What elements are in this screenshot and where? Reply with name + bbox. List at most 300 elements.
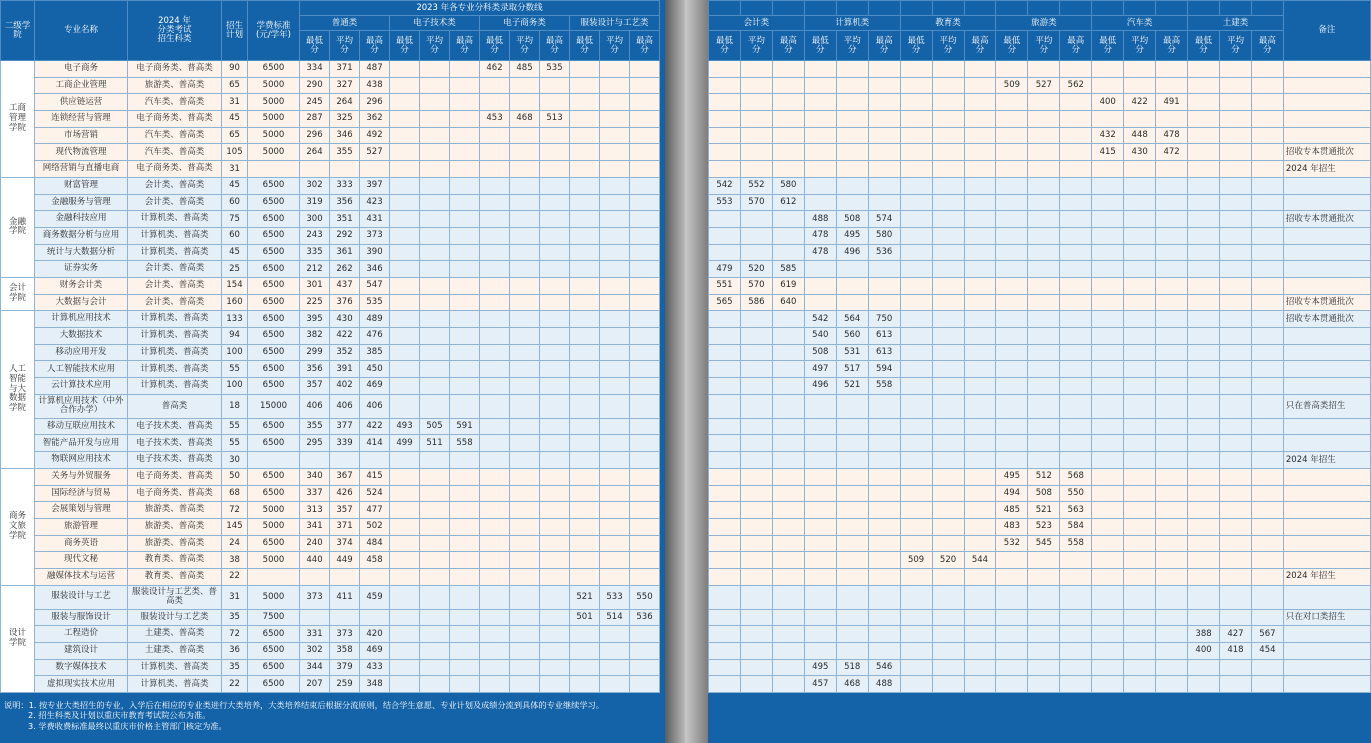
- score-qc: [1156, 111, 1188, 128]
- score-dz: [390, 643, 420, 660]
- score-ly: [996, 643, 1028, 660]
- score-qc: [1156, 378, 1188, 395]
- score-ds: [540, 485, 570, 502]
- score-kj: [709, 94, 741, 111]
- table-row: [709, 294, 1371, 311]
- score-jy: [900, 144, 932, 161]
- score-ds: [480, 552, 510, 569]
- table-row: [1, 676, 660, 693]
- subheader-line: 平均: [605, 35, 623, 46]
- score-qc: [1124, 161, 1156, 178]
- score-pu: [330, 609, 360, 626]
- score-dz: [420, 378, 450, 395]
- college-cell: [1, 61, 35, 178]
- score-dz: [450, 452, 480, 469]
- score-kj: [772, 244, 804, 261]
- category: 会计类、普高类: [128, 261, 222, 278]
- score-pu: 361: [330, 244, 360, 261]
- category: 计算机类、普高类: [128, 659, 222, 676]
- score-qc: [1092, 394, 1124, 418]
- score-pu: 264: [330, 94, 360, 111]
- score-dz: [450, 468, 480, 485]
- score-dz: [420, 328, 450, 345]
- score-qc: [1092, 194, 1124, 211]
- tuition-fee: 6500: [248, 277, 300, 294]
- remark: 2024 年招生: [1283, 568, 1370, 585]
- score-pu: 373: [330, 626, 360, 643]
- score-ds: [510, 585, 540, 609]
- major-name: 大数据技术: [35, 328, 128, 345]
- score-jy: [932, 277, 964, 294]
- header-major: 专业名称: [35, 1, 128, 61]
- score-fz: [600, 311, 630, 328]
- plan-count: 35: [222, 609, 248, 626]
- major-name: 供应链运营: [35, 94, 128, 111]
- score-ly: [1028, 626, 1060, 643]
- score-fz: [630, 626, 660, 643]
- score-ly: [1028, 211, 1060, 228]
- score-kj: [740, 311, 772, 328]
- score-jy: [964, 676, 996, 693]
- score-jy: [932, 418, 964, 435]
- remark: [1283, 77, 1370, 94]
- footnote-1: 说明：1. 按专业大类招生的专业，入学后在相应的专业类进行大类培养，大类培养结束后根据分流原则，结合学生意愿、专业计划及成绩分流到具体的专业继续学习。: [4, 700, 604, 710]
- score-ds: [510, 328, 540, 345]
- score-qc: 472: [1156, 144, 1188, 161]
- score-tj: [1220, 328, 1252, 345]
- score-ds: [480, 328, 510, 345]
- score-kj: [740, 552, 772, 569]
- score-jy: [964, 535, 996, 552]
- score-ly: [996, 111, 1028, 128]
- score-fz: [600, 244, 630, 261]
- score-jsj: [804, 294, 836, 311]
- score-ly: [1060, 643, 1092, 660]
- score-tj: [1188, 311, 1220, 328]
- score-fz: [600, 127, 630, 144]
- major-name: 旅游管理: [35, 518, 128, 535]
- score-kj: [740, 361, 772, 378]
- score-ds: [540, 144, 570, 161]
- score-pu: 397: [360, 177, 390, 194]
- score-dz: [420, 518, 450, 535]
- major-name: 国际经济与贸易: [35, 485, 128, 502]
- tuition-fee: 5000: [248, 518, 300, 535]
- score-fz: [630, 311, 660, 328]
- score-tj: [1220, 194, 1252, 211]
- score-tj: [1251, 127, 1283, 144]
- major-name: 市场营销: [35, 127, 128, 144]
- score-dz: [450, 643, 480, 660]
- table-row: [709, 552, 1371, 569]
- score-tj: [1220, 535, 1252, 552]
- score-jsj: 468: [836, 676, 868, 693]
- score-qc: [1124, 361, 1156, 378]
- subheader-line: 分: [400, 44, 409, 55]
- category: 计算机类、普高类: [128, 311, 222, 328]
- score-jsj: [804, 502, 836, 519]
- score-pu: 299: [300, 344, 330, 361]
- score-jy: [932, 502, 964, 519]
- score-jsj: [836, 394, 868, 418]
- score-tj: [1251, 452, 1283, 469]
- score-kj: [709, 77, 741, 94]
- score-qc: 430: [1124, 144, 1156, 161]
- score-ly: [996, 194, 1028, 211]
- score-qc: [1156, 485, 1188, 502]
- score-pu: 302: [300, 177, 330, 194]
- score-jsj: [868, 468, 900, 485]
- score-ly: [1060, 244, 1092, 261]
- score-kj: [740, 61, 772, 78]
- major-name: 财务会计类: [35, 277, 128, 294]
- score-kj: [740, 244, 772, 261]
- score-jy: [900, 77, 932, 94]
- score-dz: [390, 294, 420, 311]
- score-pu: 371: [330, 518, 360, 535]
- tuition-fee: 5000: [248, 585, 300, 609]
- header-spacer: [1060, 1, 1092, 16]
- score-dz: [420, 144, 450, 161]
- score-ly: 550: [1060, 485, 1092, 502]
- score-tj: [1220, 585, 1252, 609]
- score-kj: [740, 418, 772, 435]
- score-dz: [420, 294, 450, 311]
- score-fz: [630, 452, 660, 469]
- remark: [1283, 518, 1370, 535]
- score-fz: [630, 568, 660, 585]
- score-kj: 552: [740, 177, 772, 194]
- score-jsj: [868, 502, 900, 519]
- score-jy: [932, 361, 964, 378]
- remark: [1283, 585, 1370, 609]
- remark: [1283, 659, 1370, 676]
- category: 电子技术类、普高类: [128, 452, 222, 469]
- subheader-line: 分: [490, 44, 499, 55]
- score-ds: [540, 552, 570, 569]
- score-ds: [480, 144, 510, 161]
- score-ly: [1028, 418, 1060, 435]
- score-fz: [570, 518, 600, 535]
- plan-count: 100: [222, 378, 248, 395]
- score-tj: [1188, 227, 1220, 244]
- tuition-fee: 6500: [248, 468, 300, 485]
- score-fz: [570, 127, 600, 144]
- table-row: [1, 194, 660, 211]
- plan-count: 35: [222, 659, 248, 676]
- score-qc: [1124, 585, 1156, 609]
- score-jy: [932, 177, 964, 194]
- score-jy: [964, 435, 996, 452]
- score-ds: [480, 609, 510, 626]
- score-kj: [772, 435, 804, 452]
- score-kj: [772, 468, 804, 485]
- table-row: [1, 61, 660, 78]
- score-jy: [964, 626, 996, 643]
- score-pu: [360, 452, 390, 469]
- score-jsj: [868, 161, 900, 178]
- score-ly: [1028, 111, 1060, 128]
- score-fz: [630, 177, 660, 194]
- table-row: [1, 127, 660, 144]
- score-kj: [772, 127, 804, 144]
- table-row: [1, 211, 660, 228]
- score-tj: [1220, 394, 1252, 418]
- score-jsj: [804, 177, 836, 194]
- score-ly: [996, 61, 1028, 78]
- score-fz: [630, 294, 660, 311]
- subheader-line: 最高: [1258, 35, 1276, 46]
- score-jy: [900, 344, 932, 361]
- group-header: 旅游类: [996, 16, 1092, 31]
- score-fz: [630, 127, 660, 144]
- subheader-line: 平均: [939, 35, 957, 46]
- score-kj: [709, 227, 741, 244]
- score-ly: [1028, 94, 1060, 111]
- table-row: [709, 311, 1371, 328]
- score-jy: [964, 418, 996, 435]
- score-ly: [1060, 127, 1092, 144]
- score-pu: 333: [330, 177, 360, 194]
- score-ly: [996, 659, 1028, 676]
- score-ds: [480, 311, 510, 328]
- score-jsj: [836, 452, 868, 469]
- header-college: 二级学院: [1, 1, 35, 61]
- score-ly: [1028, 277, 1060, 294]
- subheader: [330, 31, 360, 61]
- major-name: 关务与外贸服务: [35, 468, 128, 485]
- score-kj: [772, 394, 804, 418]
- score-pu: 379: [330, 659, 360, 676]
- score-kj: [772, 643, 804, 660]
- category: 汽车类、普高类: [128, 144, 222, 161]
- score-kj: [772, 361, 804, 378]
- score-fz: [600, 344, 630, 361]
- score-ds: [480, 378, 510, 395]
- footnote-3: 3. 学费收费标准最终以重庆市价格主管部门核定为准。: [28, 720, 227, 731]
- subheader-line: 分: [847, 44, 857, 55]
- score-jsj: 574: [868, 211, 900, 228]
- score-ds: 462: [480, 61, 510, 78]
- score-qc: [1092, 277, 1124, 294]
- subheader-line: 分: [975, 44, 985, 55]
- score-qc: [1124, 485, 1156, 502]
- score-fz: [600, 626, 630, 643]
- score-ly: [996, 244, 1028, 261]
- score-tj: [1188, 344, 1220, 361]
- score-ds: [510, 626, 540, 643]
- score-fz: [600, 518, 630, 535]
- score-jy: [932, 435, 964, 452]
- score-jsj: [868, 518, 900, 535]
- score-dz: [420, 244, 450, 261]
- college-name: 设计学院: [8, 628, 26, 648]
- score-dz: [390, 244, 420, 261]
- score-dz: [390, 111, 420, 128]
- score-jy: [964, 378, 996, 395]
- subheader: [772, 31, 804, 61]
- subheader: [420, 31, 450, 61]
- score-pu: 225: [300, 294, 330, 311]
- group-header: 服装设计与工艺类: [570, 16, 660, 31]
- score-ly: [1060, 418, 1092, 435]
- score-tj: [1251, 378, 1283, 395]
- score-ds: [480, 227, 510, 244]
- score-ly: [1028, 378, 1060, 395]
- score-jsj: [868, 77, 900, 94]
- major-name: 财富管理: [35, 177, 128, 194]
- score-pu: 339: [330, 435, 360, 452]
- tuition-fee: 6500: [248, 294, 300, 311]
- score-jsj: 540: [804, 328, 836, 345]
- score-jsj: [868, 643, 900, 660]
- score-fz: [630, 435, 660, 452]
- score-tj: [1251, 435, 1283, 452]
- score-ly: [1060, 227, 1092, 244]
- group-header: 会计类: [709, 16, 805, 31]
- score-jy: [964, 643, 996, 660]
- score-fz: [600, 435, 630, 452]
- score-fz: [570, 502, 600, 519]
- score-qc: [1124, 111, 1156, 128]
- score-pu: 524: [360, 485, 390, 502]
- table-row: [1, 244, 660, 261]
- score-jsj: [804, 518, 836, 535]
- major-name: 证券实务: [35, 261, 128, 278]
- score-jy: [964, 211, 996, 228]
- score-qc: [1092, 659, 1124, 676]
- score-ds: [540, 535, 570, 552]
- table-row: [1, 659, 660, 676]
- score-qc: [1124, 659, 1156, 676]
- score-ds: 453: [480, 111, 510, 128]
- score-pu: 484: [360, 535, 390, 552]
- score-jy: [932, 378, 964, 395]
- table-row: [709, 328, 1371, 345]
- score-tj: [1188, 211, 1220, 228]
- score-ds: [480, 643, 510, 660]
- score-jy: [932, 328, 964, 345]
- major-name: 统计与大数据分析: [35, 244, 128, 261]
- group-header: 计算机类: [804, 16, 900, 31]
- score-ly: 521: [1028, 502, 1060, 519]
- score-ly: [1028, 585, 1060, 609]
- score-tj: [1220, 77, 1252, 94]
- score-dz: [450, 194, 480, 211]
- score-jsj: [868, 535, 900, 552]
- score-ds: [510, 194, 540, 211]
- plan-count: 94: [222, 328, 248, 345]
- score-pu: 240: [300, 535, 330, 552]
- score-pu: 477: [360, 502, 390, 519]
- score-pu: 373: [360, 227, 390, 244]
- header-spacer: [1220, 1, 1252, 16]
- score-qc: 415: [1092, 144, 1124, 161]
- score-kj: [772, 311, 804, 328]
- score-qc: [1156, 518, 1188, 535]
- score-jsj: [804, 144, 836, 161]
- table-row: [1, 328, 660, 345]
- score-kj: [740, 626, 772, 643]
- score-ds: [480, 485, 510, 502]
- score-fz: [570, 77, 600, 94]
- score-qc: [1124, 344, 1156, 361]
- score-fz: [600, 77, 630, 94]
- score-fz: 533: [600, 585, 630, 609]
- subheader-line: 平均: [843, 35, 861, 46]
- score-ds: 468: [510, 111, 540, 128]
- table-row: [709, 452, 1371, 469]
- score-jy: [900, 418, 932, 435]
- subheader: [1124, 31, 1156, 61]
- subheader-line: 最低: [1003, 35, 1021, 46]
- score-ly: 509: [996, 77, 1028, 94]
- score-ly: 494: [996, 485, 1028, 502]
- subheader-line: 分: [580, 44, 589, 55]
- score-tj: [1188, 518, 1220, 535]
- score-ly: [1060, 144, 1092, 161]
- remark: [1283, 227, 1370, 244]
- score-fz: [600, 552, 630, 569]
- score-jsj: [804, 161, 836, 178]
- category: 汽车类、普高类: [128, 94, 222, 111]
- score-pu: 395: [300, 311, 330, 328]
- score-jsj: [868, 552, 900, 569]
- tuition-fee: 6500: [248, 535, 300, 552]
- score-fz: [570, 643, 600, 660]
- score-jsj: [804, 568, 836, 585]
- score-tj: [1251, 111, 1283, 128]
- score-kj: [709, 161, 741, 178]
- score-tj: [1188, 144, 1220, 161]
- table-row: [1, 552, 660, 569]
- score-jy: [900, 61, 932, 78]
- score-kj: [709, 518, 741, 535]
- score-dz: [420, 568, 450, 585]
- major-name: 数字媒体技术: [35, 659, 128, 676]
- score-dz: [390, 328, 420, 345]
- table-row: [1, 568, 660, 585]
- score-ds: [540, 394, 570, 418]
- score-jy: [900, 535, 932, 552]
- table-row: [1, 77, 660, 94]
- score-kj: [740, 211, 772, 228]
- table-row: [709, 394, 1371, 418]
- score-fz: [600, 485, 630, 502]
- score-fz: [600, 211, 630, 228]
- score-jy: [932, 144, 964, 161]
- score-pu: 489: [360, 311, 390, 328]
- table-row: [709, 485, 1371, 502]
- subheader: [1251, 31, 1283, 61]
- table-row: [709, 609, 1371, 626]
- score-tj: [1251, 502, 1283, 519]
- score-jsj: [836, 294, 868, 311]
- score-qc: [1092, 61, 1124, 78]
- score-ds: [540, 94, 570, 111]
- score-jy: 509: [900, 552, 932, 569]
- score-tj: [1188, 294, 1220, 311]
- score-tj: [1188, 177, 1220, 194]
- score-tj: [1188, 77, 1220, 94]
- score-ly: 508: [1028, 485, 1060, 502]
- subheader-line: 分: [520, 44, 529, 55]
- score-jsj: [836, 626, 868, 643]
- plan-count: 18: [222, 394, 248, 418]
- score-jy: [932, 394, 964, 418]
- score-jsj: [804, 585, 836, 609]
- score-kj: [740, 394, 772, 418]
